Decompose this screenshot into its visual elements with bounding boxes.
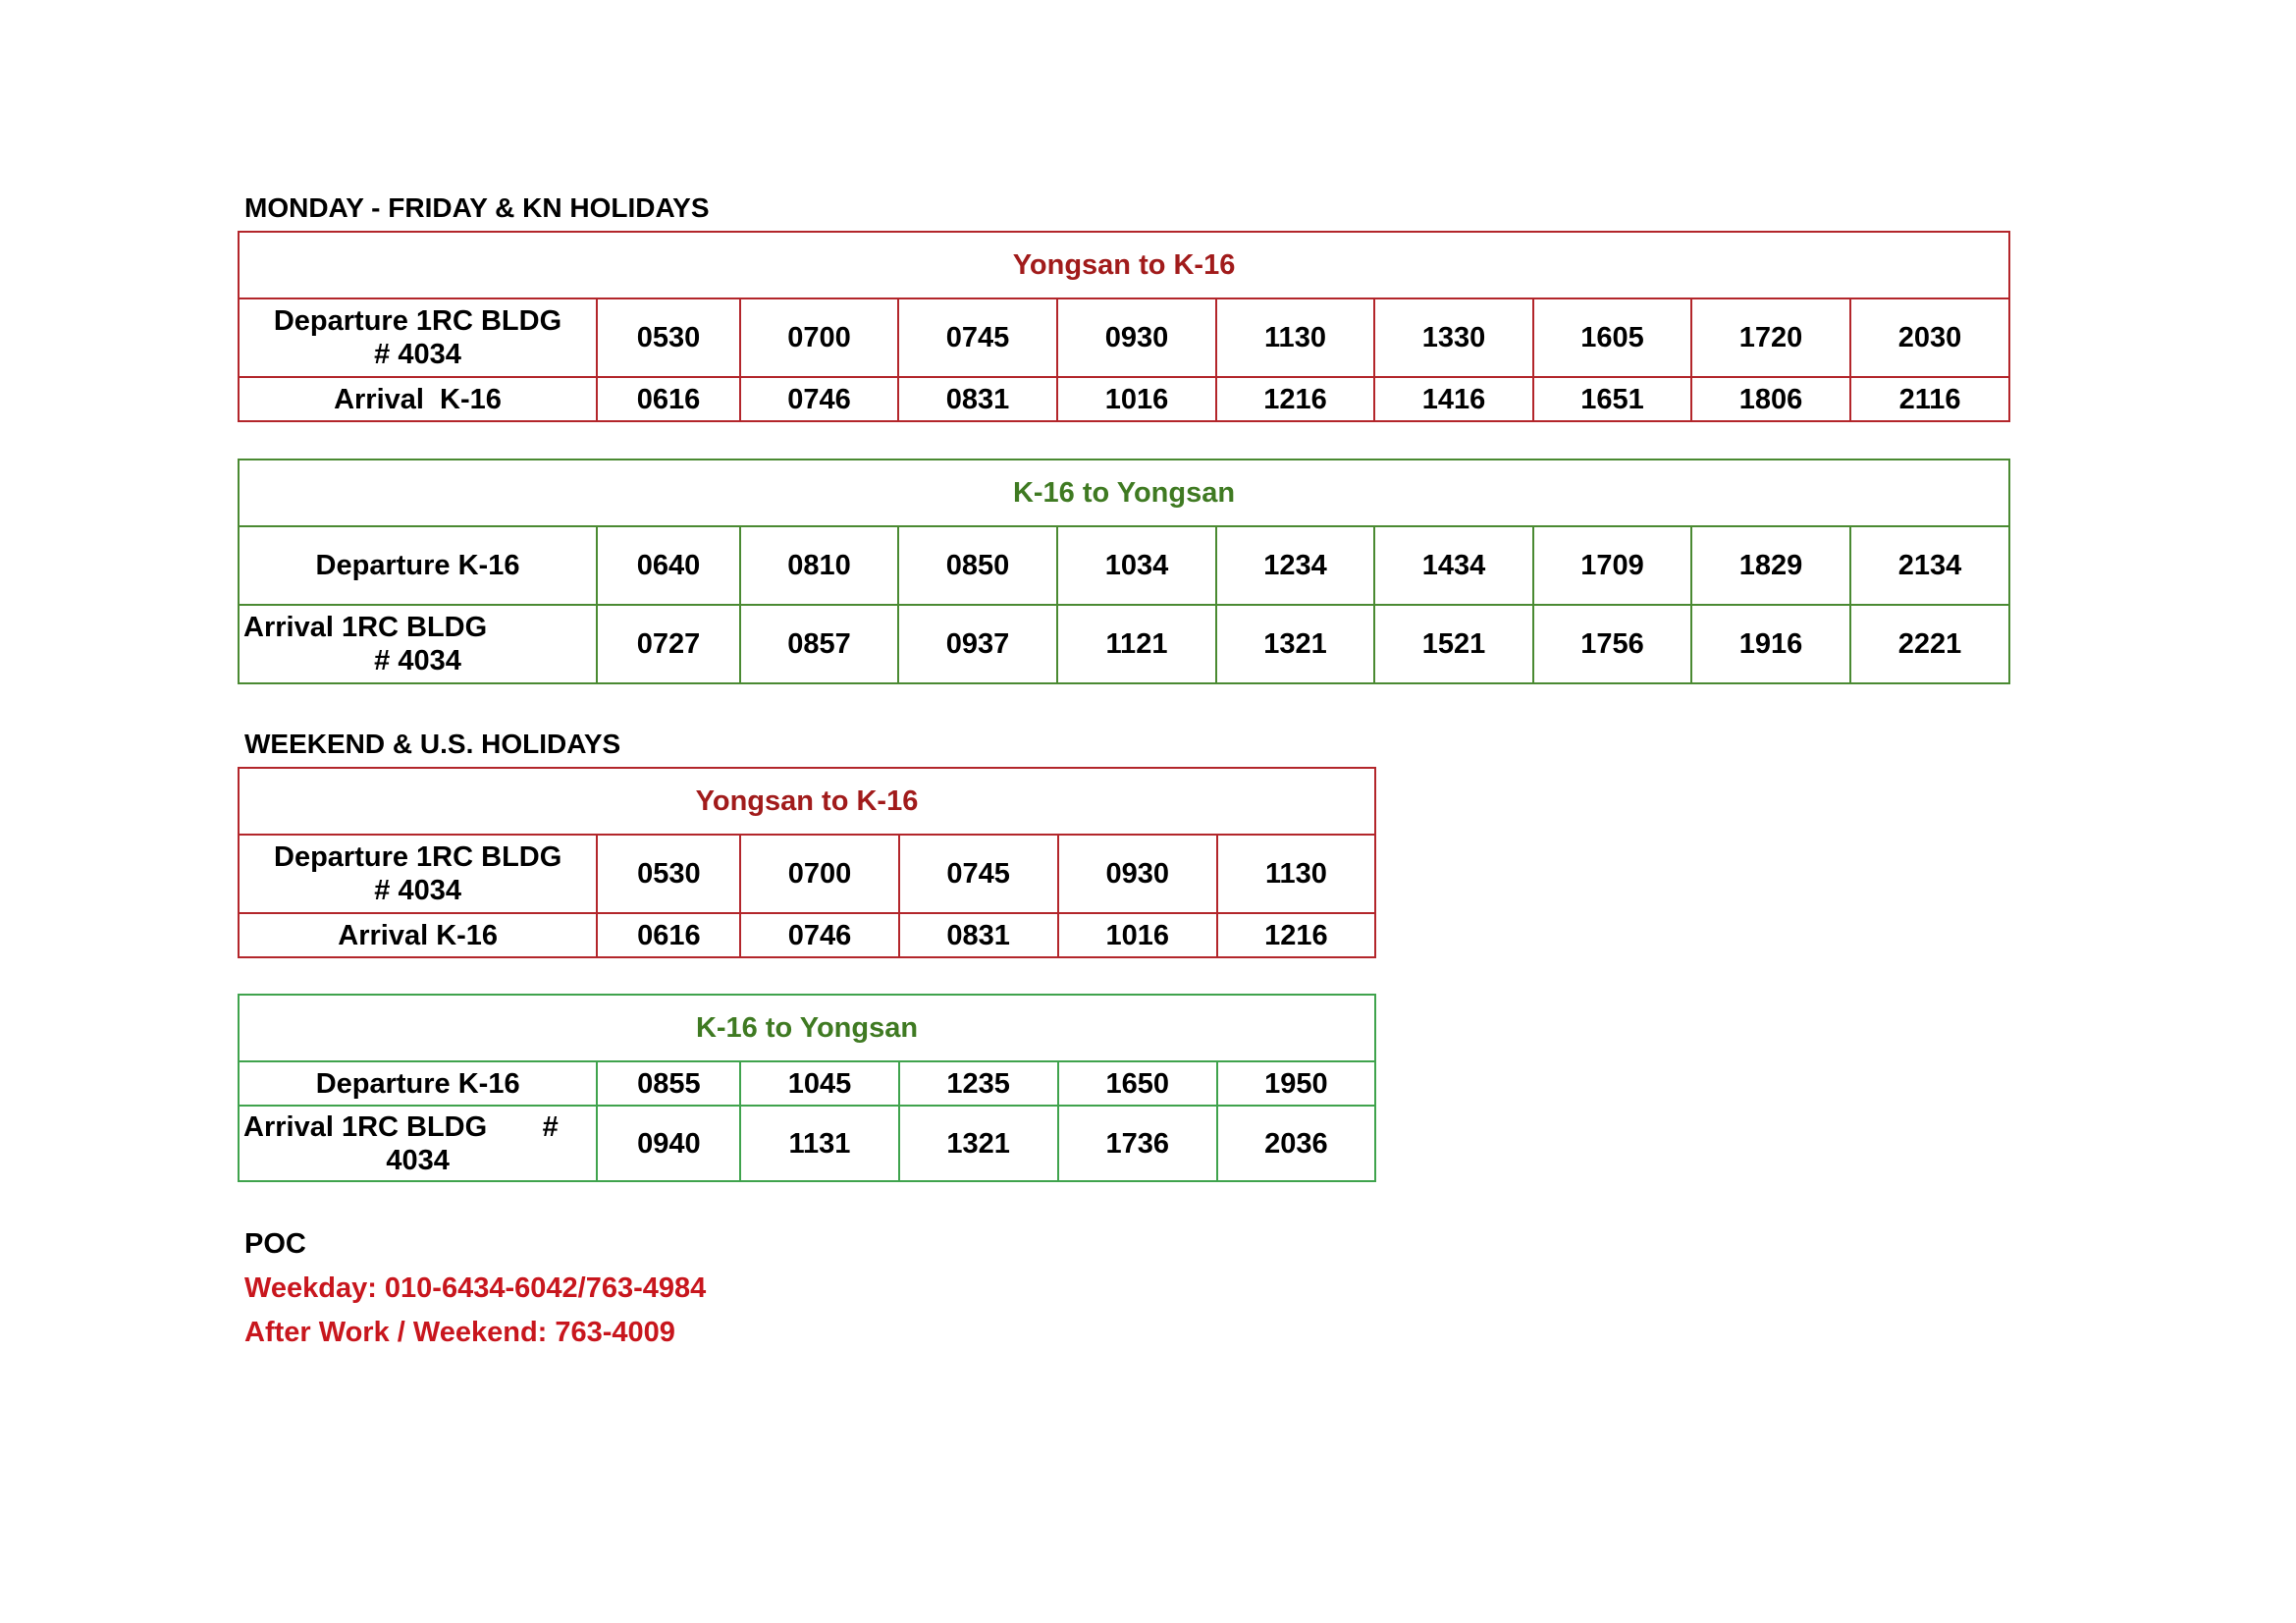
arrival-time: 1916 [1691, 605, 1850, 683]
departure-time: 0855 [597, 1061, 740, 1106]
departure-time: 0530 [597, 298, 740, 377]
poc-after-work-contact: After Work / Weekend: 763-4009 [244, 1317, 675, 1348]
departure-time: 0700 [740, 298, 898, 377]
arrival-time: 0940 [597, 1106, 740, 1181]
arrival-time: 0616 [597, 377, 740, 421]
departure-label: Departure 1RC BLDG # 4034 [239, 835, 597, 913]
arrival-time: 2221 [1850, 605, 2009, 683]
departure-time: 2134 [1850, 526, 2009, 605]
route-title: K-16 to Yongsan [239, 460, 2009, 526]
departure-time: 0745 [898, 298, 1057, 377]
departure-label: Departure K-16 [239, 526, 597, 605]
arrival-label: Arrival 1RC BLDG # 4034 [239, 605, 597, 683]
departure-time: 0810 [740, 526, 898, 605]
poc-heading: POC [244, 1228, 306, 1260]
poc-weekday-contact: Weekday: 010-6434-6042/763-4984 [244, 1272, 707, 1304]
arrival-time: 0937 [898, 605, 1057, 683]
departure-time: 0745 [899, 835, 1058, 913]
departure-time: 1330 [1374, 298, 1533, 377]
route-title: Yongsan to K-16 [239, 768, 1375, 835]
departure-time: 1720 [1691, 298, 1850, 377]
departure-label: Departure K-16 [239, 1061, 597, 1106]
arrival-time: 1131 [740, 1106, 898, 1181]
departure-time: 1045 [740, 1061, 898, 1106]
departure-time: 0530 [597, 835, 740, 913]
departure-time: 1605 [1533, 298, 1691, 377]
arrival-time: 1736 [1058, 1106, 1217, 1181]
departure-label: Departure 1RC BLDG # 4034 [239, 298, 597, 377]
arrival-time: 1216 [1216, 377, 1374, 421]
arrival-time: 1216 [1217, 913, 1375, 957]
route-title: K-16 to Yongsan [239, 995, 1375, 1061]
arrival-time: 1016 [1057, 377, 1216, 421]
departure-time: 1709 [1533, 526, 1691, 605]
weekday-heading: MONDAY - FRIDAY & KN HOLIDAYS [244, 192, 710, 223]
arrival-time: 0746 [740, 913, 898, 957]
departure-time: 1950 [1217, 1061, 1375, 1106]
departure-time: 1235 [899, 1061, 1058, 1106]
arrival-time: 0831 [898, 377, 1057, 421]
weekday-k16-to-yongsan-table [238, 459, 2010, 684]
weekend-yongsan-to-k16-table [238, 767, 1376, 958]
departure-time: 1234 [1216, 526, 1374, 605]
arrival-time: 1521 [1374, 605, 1533, 683]
arrival-time: 1756 [1533, 605, 1691, 683]
arrival-time: 0746 [740, 377, 898, 421]
route-title: Yongsan to K-16 [239, 232, 2009, 298]
departure-time: 1650 [1058, 1061, 1217, 1106]
arrival-time: 0727 [597, 605, 740, 683]
arrival-time: 1321 [1216, 605, 1374, 683]
departure-time: 0930 [1057, 298, 1216, 377]
arrival-time: 2116 [1850, 377, 2009, 421]
arrival-time: 1651 [1533, 377, 1691, 421]
departure-time: 1434 [1374, 526, 1533, 605]
arrival-time: 1016 [1058, 913, 1217, 957]
arrival-label: Arrival K-16 [239, 913, 597, 957]
arrival-label: Arrival 1RC BLDG # 4034 [239, 1106, 597, 1181]
arrival-time: 1806 [1691, 377, 1850, 421]
weekend-k16-to-yongsan-table [238, 994, 1376, 1182]
departure-time: 2030 [1850, 298, 2009, 377]
arrival-time: 0616 [597, 913, 740, 957]
departure-time: 1829 [1691, 526, 1850, 605]
departure-time: 1130 [1217, 835, 1375, 913]
arrival-time: 1416 [1374, 377, 1533, 421]
arrival-time: 1321 [899, 1106, 1058, 1181]
arrival-time: 2036 [1217, 1106, 1375, 1181]
weekday-yongsan-to-k16-table [238, 231, 2010, 422]
arrival-time: 0831 [899, 913, 1058, 957]
departure-time: 1130 [1216, 298, 1374, 377]
departure-time: 0700 [740, 835, 898, 913]
arrival-label: Arrival K-16 [239, 377, 597, 421]
arrival-time: 1121 [1057, 605, 1216, 683]
departure-time: 0640 [597, 526, 740, 605]
arrival-time: 0857 [740, 605, 898, 683]
departure-time: 0850 [898, 526, 1057, 605]
departure-time: 0930 [1058, 835, 1217, 913]
departure-time: 1034 [1057, 526, 1216, 605]
weekend-heading: WEEKEND & U.S. HOLIDAYS [244, 729, 621, 759]
